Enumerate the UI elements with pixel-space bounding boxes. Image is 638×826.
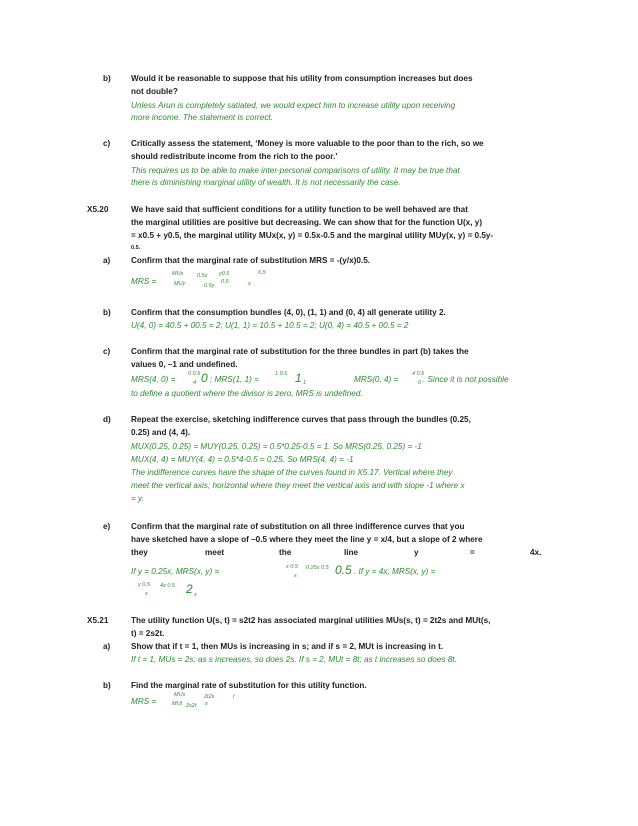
- question-text: not double?: [131, 87, 178, 96]
- answer-text: more income. The statement is correct.: [131, 113, 273, 122]
- question-text: have sketched have a slope of –0.5 where they meet the line y = x/4, but a slope of 2 where: [131, 535, 483, 544]
- question-label-a: a): [103, 642, 111, 651]
- fraction-denominator: 4: [193, 380, 197, 386]
- question-label-b: b): [103, 681, 111, 690]
- answer-text: . Since it is not possible: [423, 375, 509, 384]
- exercise-label: X5.21: [87, 616, 109, 625]
- answer-text: MUX(4, 4) = MUY(4, 4) = 0.5*4-0.5 = 0.25. So MRS(4, 4) = -1: [131, 455, 354, 464]
- question-word: line: [344, 548, 359, 557]
- fraction-denominator: x: [294, 573, 297, 579]
- answer-value: 0: [201, 371, 208, 385]
- question-text: Critically assess the statement, ‘Money is more valuable to the poor than to the rich, so we: [131, 139, 484, 148]
- answer-variable: x: [194, 592, 197, 598]
- fraction-numerator: 4x 0.5: [160, 583, 175, 589]
- answer-value: 1: [295, 371, 302, 385]
- fraction-numerator: 0 0.5: [188, 371, 201, 377]
- question-text: 0.25) and (4, 4).: [131, 428, 191, 437]
- fraction-numerator: MUx: [172, 271, 184, 277]
- answer-text: . If y = 4x, MRS(x, y) =: [354, 567, 436, 576]
- fraction-numerator: y 0.5: [138, 582, 150, 588]
- exercise-text: 0.5.: [131, 245, 141, 251]
- answer-text: Unless Arun is completely satiated, we would expect him to increase utility upon receiving: [131, 101, 456, 110]
- exercise-text: t) = 2s2t.: [131, 629, 165, 638]
- question-text: Confirm that the consumption bundles (4, 0), (1, 1) and (0, 4) all generate utility 2.: [131, 308, 446, 317]
- answer-value: 0.5: [335, 563, 352, 577]
- question-label-e: e): [103, 522, 111, 531]
- fraction-numerator: y0.5: [219, 271, 230, 277]
- answer-text: U(4, 0) = 40.5 + 00.5 = 2; U(1, 1) = 10.5 + 10.5 = 2; U(0, 4) = 40.5 + 00.5 = 2: [131, 321, 409, 330]
- fraction-numerator: 2t2s: [204, 694, 215, 700]
- fraction-numerator: x 0.5: [286, 564, 298, 570]
- fraction-numerator: 0.5x: [197, 273, 208, 279]
- question-text: Show that if t = 1, then MUs is increasing in s; and if s = 2, MUt is increasing in t.: [131, 642, 444, 651]
- fraction-numerator: t: [233, 694, 235, 700]
- answer-text: MUX(0.25, 0.25) = MUY(0.25, 0.25) = 0.5*0.25-0.5 = 1. So MRS(0.25, 0.25) = -1: [131, 442, 422, 451]
- fraction-denominator: 0.5y: [204, 283, 215, 289]
- fraction-numerator: 4 0.5: [412, 371, 425, 377]
- answer-text: If y = 0.25x, MRS(x, y) =: [131, 567, 220, 576]
- answer-text: MRS(0, 4) =: [354, 375, 399, 384]
- exercise-label: X5.20: [87, 205, 109, 214]
- question-label-a: a): [103, 256, 111, 265]
- question-text: should redistribute income from the rich to the poor.’: [131, 152, 338, 161]
- fraction-denominator: MUy: [174, 281, 186, 287]
- fraction-numerator: 0.5: [258, 270, 266, 276]
- question-label-c: c): [103, 347, 111, 356]
- question-label-c: c): [103, 139, 111, 148]
- fraction-denominator: x: [248, 281, 251, 287]
- fraction-denominator: s: [205, 701, 208, 707]
- fraction-denominator: MUt: [172, 701, 183, 707]
- answer-text: ; MRS(1, 1) =: [210, 375, 259, 384]
- answer-text: meet the vertical axis; horizontal where they meet the vertical axis and with slope -1 where x: [131, 481, 465, 490]
- answer-text: The indifference curves have the shape of the curves found in X5.17. Vertical where they: [131, 468, 453, 477]
- mrs-label: MRS =: [131, 697, 157, 706]
- fraction-denominator: 1: [303, 380, 307, 386]
- fraction-denominator: x: [145, 591, 148, 597]
- question-text: Confirm that the marginal rate of substitution for the three bundles in part (b) takes the: [131, 347, 469, 356]
- answer-text: there is diminishing marginal utility of wealth. It is not necessarily the case.: [131, 178, 401, 187]
- question-text: values 0, –1 and undefined.: [131, 360, 238, 369]
- question-word: 4x.: [530, 548, 542, 557]
- exercise-text: the marginal utilities are positive but decreasing. We can show that for the function U(x, y): [131, 218, 483, 227]
- question-label-b: b): [103, 308, 111, 317]
- question-text: Repeat the exercise, sketching indifference curves that pass through the bundles (0.25,: [131, 415, 471, 424]
- answer-text: to define a quotient where the divisor is zero, MRS is undefined.: [131, 389, 363, 398]
- answer-value: 2: [186, 582, 193, 596]
- exercise-text: We have said that sufficient conditions for a utility function to be well behaved are that: [131, 205, 468, 214]
- mrs-label: MRS =: [131, 277, 157, 286]
- fraction-denominator: 0: [418, 380, 422, 386]
- question-label-d: d): [103, 415, 111, 424]
- exercise-text: = x0.5 + y0.5, the marginal utility MUx(x, y) = 0.5x-0.5 and the marginal utility MUy(x, y) = 0.5y-: [131, 231, 494, 240]
- question-text: Confirm that the marginal rate of substitution MRS = -(y/x)0.5.: [131, 256, 371, 265]
- question-label-b: b): [103, 74, 111, 83]
- fraction-numerator: MUs: [174, 692, 186, 698]
- exercise-text: The utility function U(s, t) = s2t2 has associated marginal utilities MUs(s, t) = 2t2s and MUt(s,: [131, 616, 491, 625]
- fraction-numerator: 0.25x 0.5: [306, 565, 329, 571]
- question-text: Would it be reasonable to suppose that his utility from consumption increases but does: [131, 74, 473, 83]
- question-word: =: [470, 548, 475, 557]
- fraction-numerator: 1 0.5: [275, 371, 288, 377]
- answer-text: This requires us to be able to make inter-personal comparisons of utility. It may be true that: [131, 166, 460, 175]
- question-word: meet: [205, 548, 225, 557]
- question-text: Confirm that the marginal rate of substitution on all three indifference curves that you: [131, 522, 465, 531]
- answer-text: MRS(4, 0) =: [131, 375, 176, 384]
- answer-text: If t = 1, MUs = 2s; as s increases, so does 2s. If s = 2, MUt = 8t; as t increases so does 8t.: [131, 655, 457, 664]
- fraction-denominator: 2s2t: [186, 703, 197, 709]
- question-word: they: [131, 548, 148, 557]
- question-word: the: [279, 548, 292, 557]
- answer-text: = y.: [131, 494, 144, 503]
- question-word: y: [414, 548, 419, 557]
- question-text: Find the marginal rate of substitution for this utility function.: [131, 681, 367, 690]
- fraction-denominator: 0.5: [221, 279, 229, 285]
